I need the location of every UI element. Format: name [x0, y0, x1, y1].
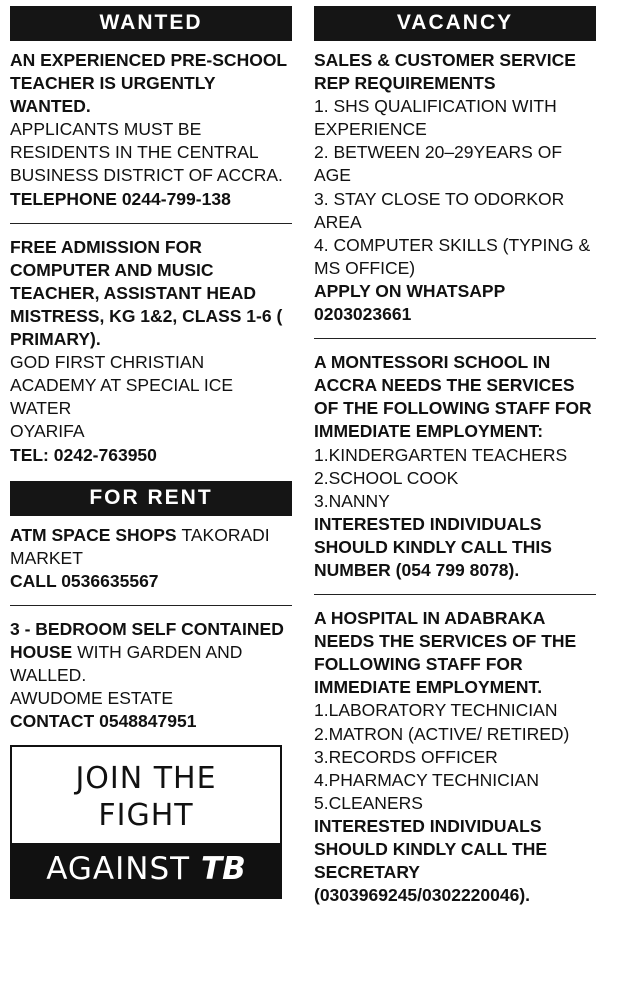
ad-divider [10, 223, 292, 224]
ad-divider [314, 338, 596, 339]
ad-body: 2.MATRON (ACTIVE/ RETIRED) [314, 723, 570, 744]
column-vacancy [314, 6, 596, 1005]
ad-headline: A HOSPITAL IN ADABRAKA NEEDS THE SERVICES OF THE FOLLOWING STAFF FOR IMMEDIATE EMPLOYMENT. [314, 608, 577, 698]
ad-headline-bold: 3 - BEDROOM SELF CONTAINED HOUSE [10, 618, 284, 662]
ad-headline: SALES & CUSTOMER SERVICE REP REQUIREMENTS [314, 50, 576, 94]
ad-body: 2. BETWEEN 20–29YEARS OF AGE [314, 142, 563, 186]
ad-body: 4. COMPUTER SKILLS (TYPING & MS OFFICE) [314, 234, 591, 278]
ad-headline-normal: WITH GARDEN AND WALLED. [10, 641, 243, 686]
ad-headline-normal: TAKORADI MARKET [10, 524, 270, 568]
ad-body: GOD FIRST CHRISTIAN ACADEMY AT SPECIAL ICE WATER [10, 352, 234, 419]
column-wanted [10, 6, 292, 1005]
ad-body: 3. STAY CLOSE TO ODORKOR AREA [314, 188, 565, 232]
ad-headline [10, 524, 292, 570]
ad-contact: APPLY ON WHATSAPP 0203023661 [314, 280, 505, 325]
tb-advert-line1: JOIN THE [75, 761, 217, 797]
ad-listing [314, 351, 596, 582]
ad-listing [10, 618, 292, 733]
ad-contact: INTERESTED INDIVIDUALS SHOULD KINDLY CALL THE SECRETARY (0303969245/0302220046). [314, 815, 548, 906]
ad-headline: AN EXPERIENCED PRE-SCHOOL TEACHER IS URGENTLY WANTED. [10, 50, 287, 117]
tb-advert-top [12, 747, 280, 843]
ad-listing [314, 607, 596, 907]
section-header-wanted: WANTED [10, 6, 292, 41]
tb-campaign-advert [10, 745, 282, 899]
ad-headline: FREE ADMISSION FOR COMPUTER AND MUSIC TEACHER, ASSISTANT HEAD MISTRESS, KG 1&2, CLASS 1-6 ( PRIMARY). [10, 236, 283, 350]
ad-headline [10, 618, 292, 687]
section-header-for-rent: FOR RENT [10, 481, 292, 516]
ad-listing [314, 49, 596, 326]
ad-contact: TEL: 0242-763950 [10, 444, 157, 465]
ad-body: OYARIFA [10, 421, 85, 442]
ad-divider [10, 605, 292, 606]
section-header-vacancy: VACANCY [314, 6, 596, 41]
ad-body: 3.NANNY [314, 490, 390, 511]
ad-body: 1. SHS QUALIFICATION WITH EXPERIENCE [314, 96, 557, 140]
ad-contact: CALL 0536635567 [10, 570, 159, 591]
ad-body: 1.LABORATORY TECHNICIAN [314, 700, 558, 721]
ad-headline-bold: ATM SPACE SHOPS [10, 524, 182, 545]
ad-contact: TELEPHONE 0244-799-138 [10, 188, 231, 209]
ad-divider [314, 594, 596, 595]
ad-listing [10, 236, 292, 467]
tb-advert-bottom [12, 843, 280, 897]
ad-contact: CONTACT 0548847951 [10, 711, 197, 732]
ad-headline: A MONTESSORI SCHOOL IN ACCRA NEEDS THE SERVICES OF THE FOLLOWING STAFF FOR IMMEDIATE EMPLOYMENT: [314, 352, 592, 442]
ad-body: 2.SCHOOL COOK [314, 467, 459, 488]
ad-listing [10, 524, 292, 593]
tb-advert-line3: AGAINST [46, 851, 191, 888]
ad-body: 4.PHARMACY TECHNICIAN [314, 769, 539, 790]
ad-body: APPLICANTS MUST BE RESIDENTS IN THE CENTRAL BUSINESS DISTRICT OF ACCRA. [10, 119, 283, 186]
ad-body: 1.KINDERGARTEN TEACHERS [314, 444, 568, 465]
ad-body: 5.CLEANERS [314, 792, 423, 813]
tb-advert-line2: FIGHT [98, 798, 194, 834]
ad-listing [10, 49, 292, 211]
tb-advert-line4: TB [200, 851, 246, 888]
ad-contact: INTERESTED INDIVIDUALS SHOULD KINDLY CALL THIS NUMBER (054 799 8078). [314, 513, 552, 580]
ad-body: AWUDOME ESTATE [10, 688, 174, 709]
ad-body: 3.RECORDS OFFICER [314, 746, 498, 767]
